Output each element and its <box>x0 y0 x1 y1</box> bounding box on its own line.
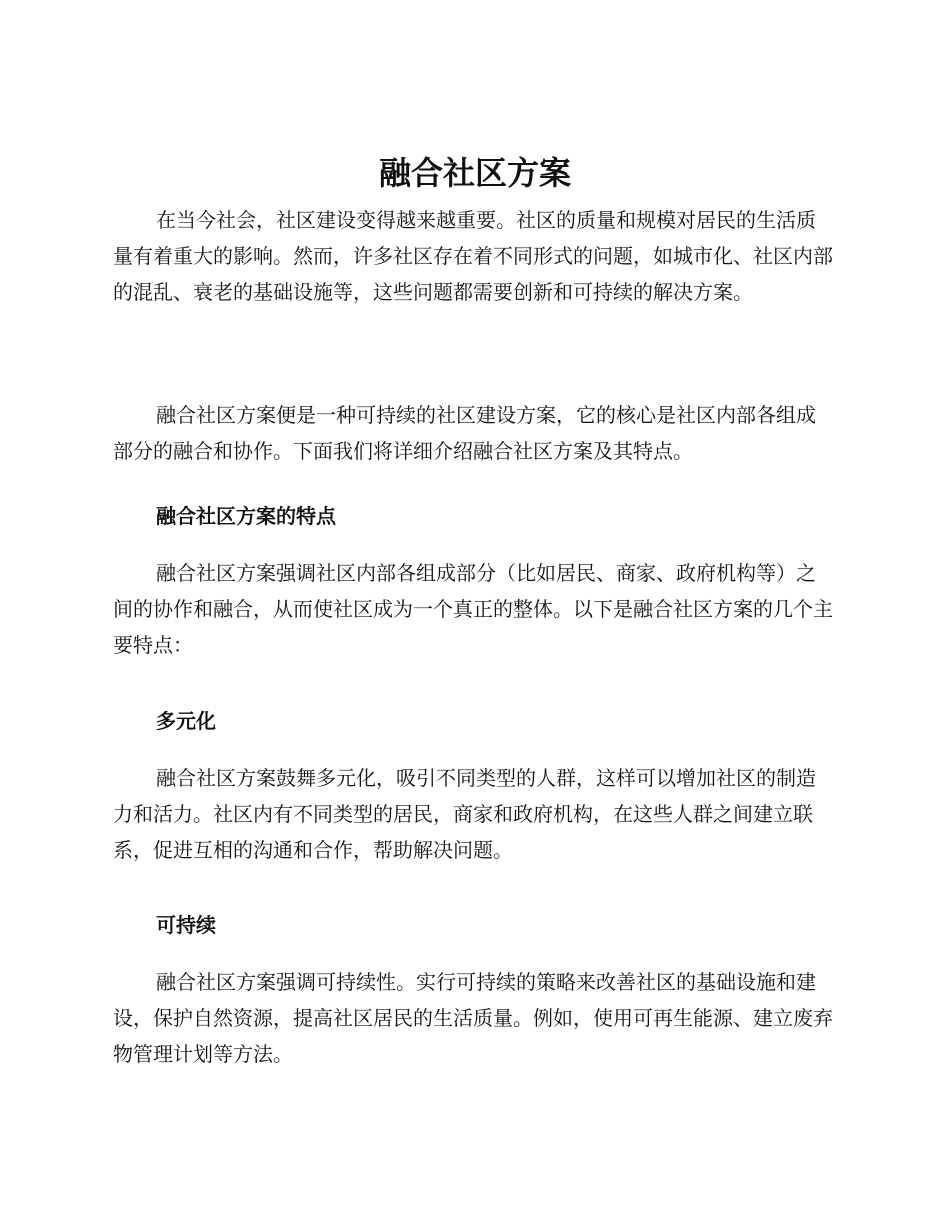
paragraph-sustainability: 融合社区方案强调可持续性。实行可持续的策略来改善社区的基础设施和建设，保护自然资源，提高社区居民的生活质量。例如，使用可再生能源、建立废弃物管理计划等方法。 <box>113 970 833 1066</box>
paragraph-introduction: 在当今社会，社区建设变得越来越重要。社区的质量和规模对居民的生活质量有着重大的影响。然而，许多社区存在着不同形式的问题，如城市化、社区内部的混乱、衰老的基础设施等，这些问题都需要创新和可持续的解决方案。 <box>113 208 833 304</box>
subheading-diversity: 多元化 <box>156 709 216 733</box>
paragraph-overview: 融合社区方案便是一种可持续的社区建设方案，它的核心是社区内部各组成部分的融合和协作。下面我们将详细介绍融合社区方案及其特点。 <box>113 403 816 463</box>
document-title: 融合社区方案 <box>378 154 571 192</box>
subheading-sustainability: 可持续 <box>156 913 216 937</box>
paragraph-features-intro: 融合社区方案强调社区内部各组成部分（比如居民、商家、政府机构等）之间的协作和融合，从而使社区成为一个真正的整体。以下是融合社区方案的几个主要特点： <box>113 561 833 657</box>
section-heading-features: 融合社区方案的特点 <box>156 504 336 528</box>
paragraph-diversity: 融合社区方案鼓舞多元化，吸引不同类型的人群，这样可以增加社区的制造力和活力。社区内有不同类型的居民，商家和政府机构，在这些人群之间建立联系，促进互相的沟通和合作，帮助解决问题。 <box>113 766 816 862</box>
